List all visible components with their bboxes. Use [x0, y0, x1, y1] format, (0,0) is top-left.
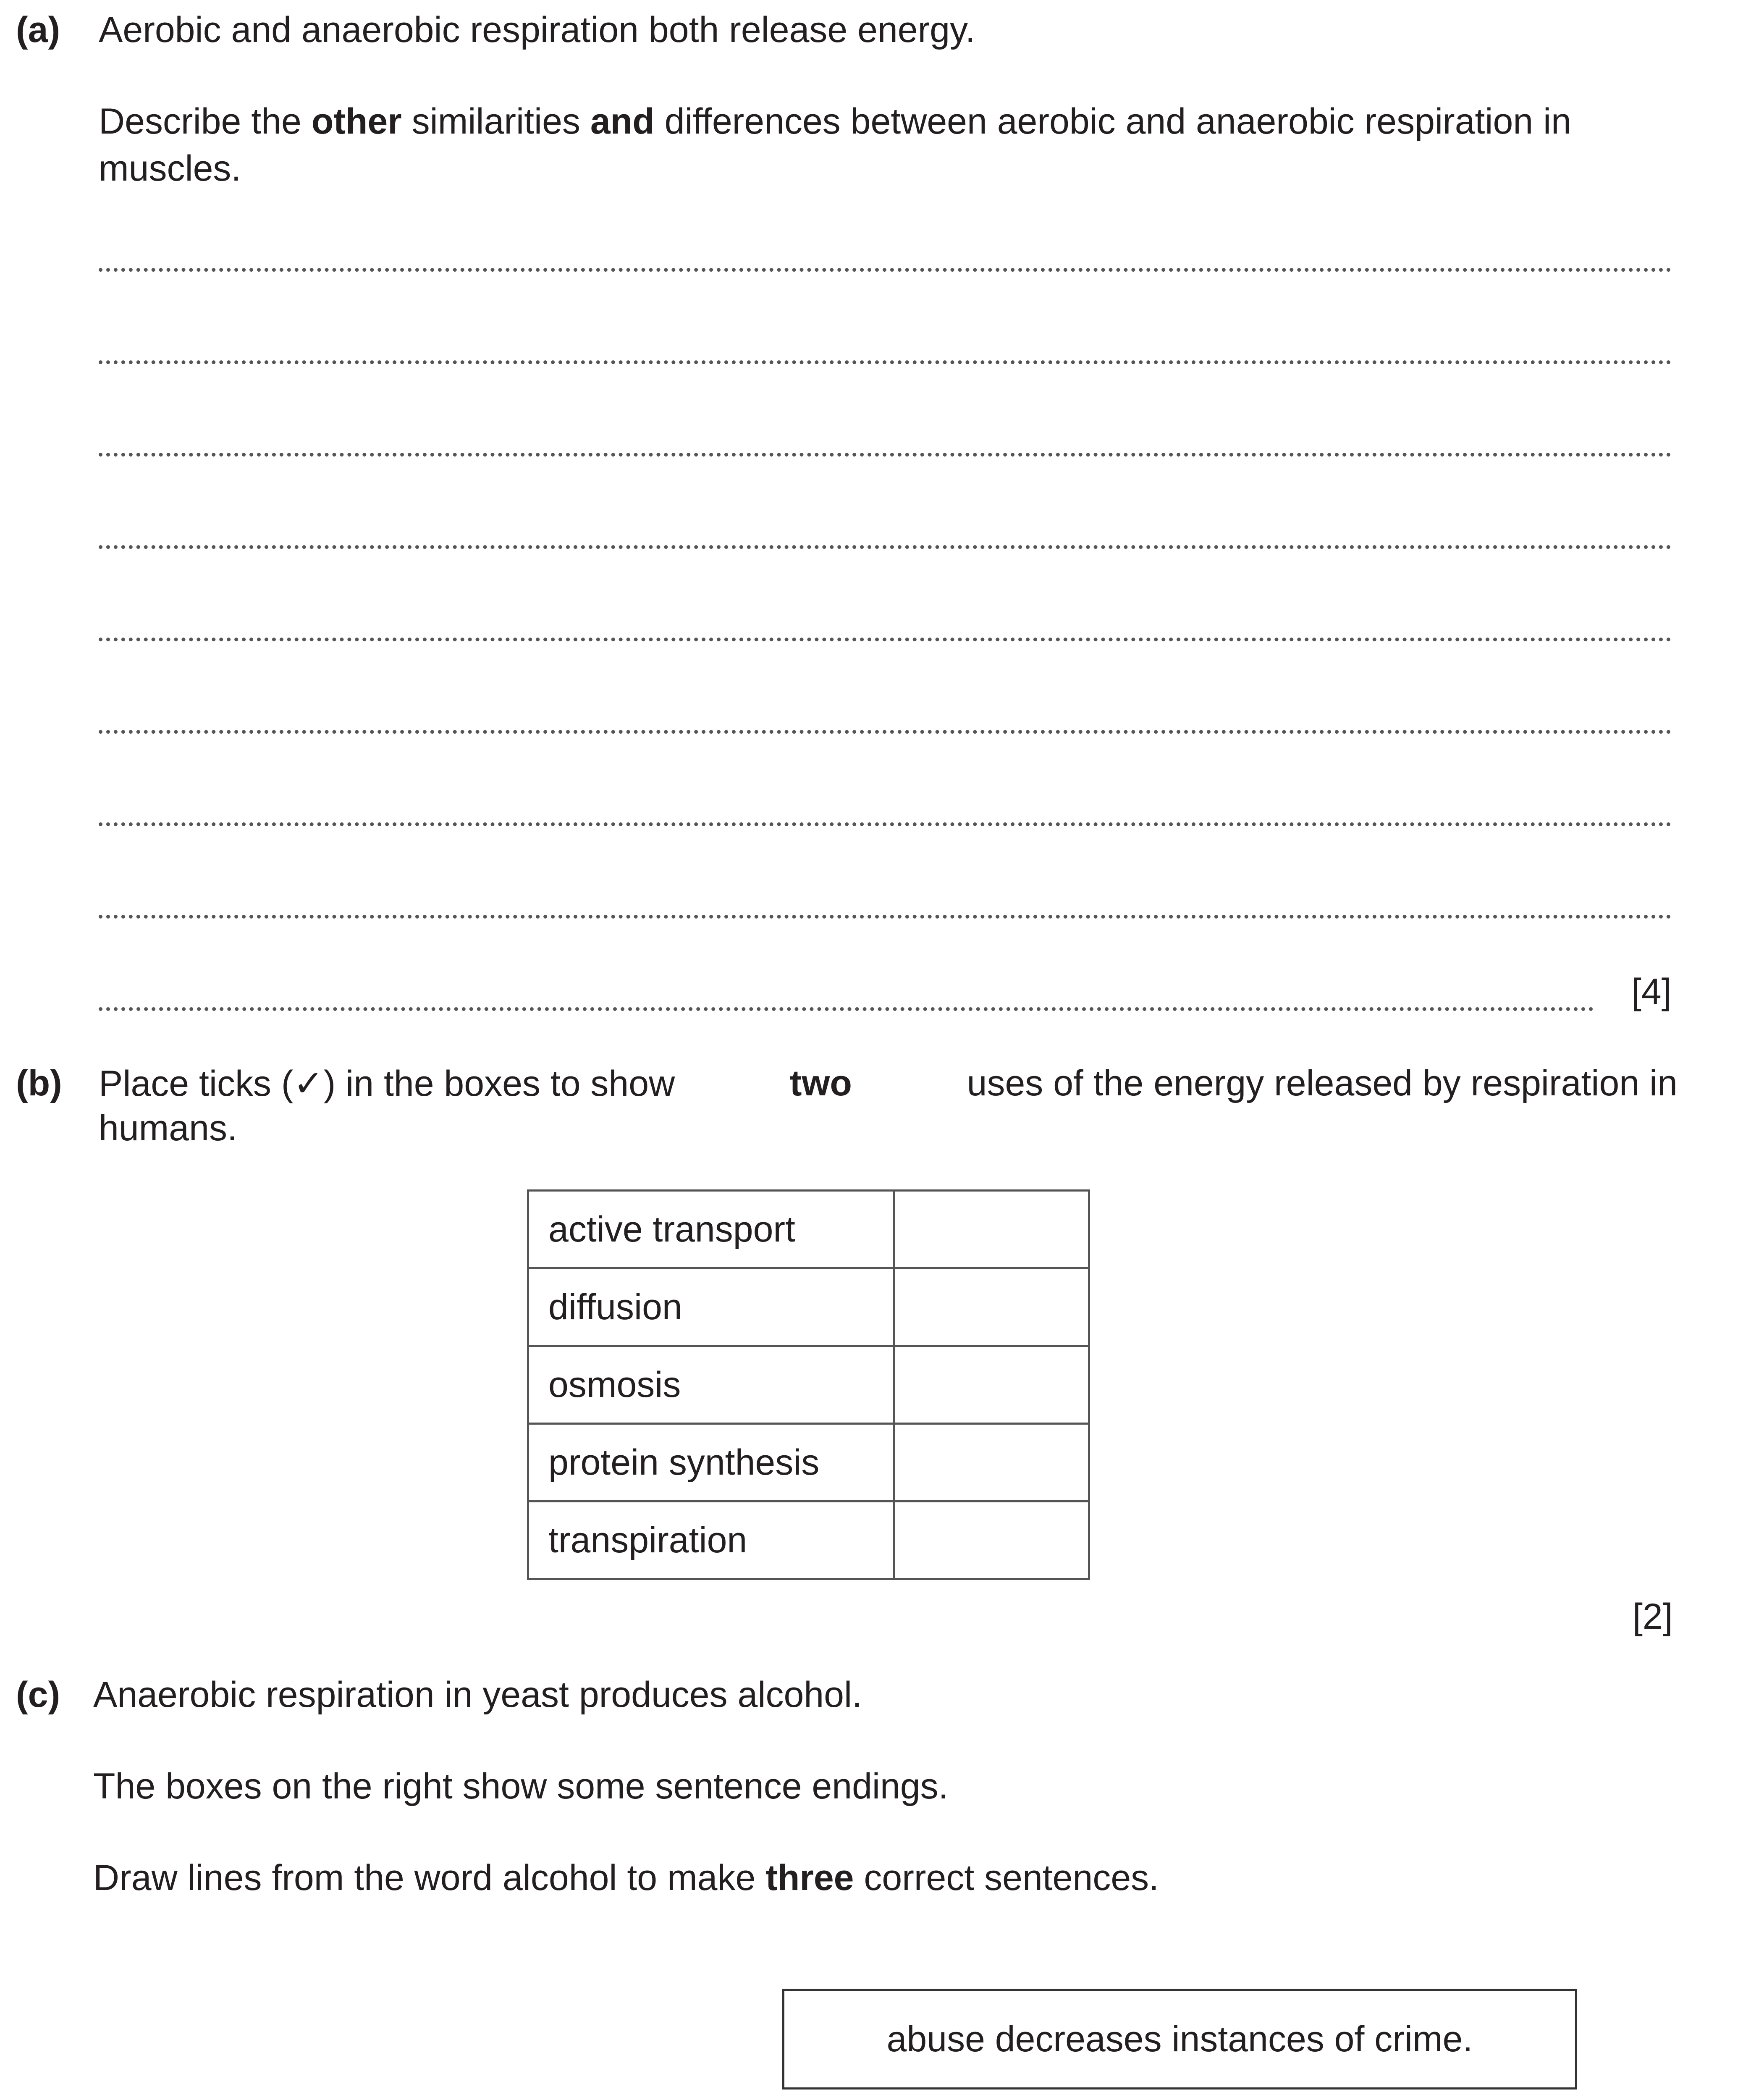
answer-line-a-4[interactable]: [99, 545, 1671, 549]
part-c-instruction-text-2: correct sentences.: [854, 1858, 1159, 1898]
part-b-instruction: [99, 1063, 1678, 1105]
tick-box[interactable]: [894, 1424, 1089, 1502]
part-c-statement: Anaerobic respiration in yeast produces alcohol.: [93, 1675, 862, 1715]
part-a-statement: Aerobic and anaerobic respiration both release energy.: [99, 10, 975, 50]
answer-line-a-5[interactable]: [99, 638, 1671, 641]
part-b-instruction-text-1: Place ticks (✓) in the boxes to show: [99, 1063, 685, 1104]
option-label: diffusion: [528, 1268, 894, 1346]
part-a-instruction-line2: muscles.: [99, 148, 241, 189]
part-a-label: (a): [16, 10, 60, 50]
table-row: [528, 1191, 1089, 1268]
answer-line-a-8[interactable]: [99, 915, 1671, 919]
tick-box[interactable]: [894, 1502, 1089, 1579]
sentence-ending-box[interactable]: abuse decreases instances of crime.: [782, 1989, 1577, 2090]
part-c-label: (c): [16, 1675, 60, 1715]
option-label: protein synthesis: [528, 1424, 894, 1502]
part-c-emphasis-three: three: [765, 1858, 854, 1898]
option-label: transpiration: [528, 1502, 894, 1579]
answer-line-a-6[interactable]: [99, 730, 1671, 734]
part-b-marks: [2]: [1633, 1596, 1673, 1637]
part-a-emphasis-other: other: [311, 101, 402, 142]
part-c-instruction: [93, 1857, 1159, 1899]
table-row: [528, 1346, 1089, 1424]
part-b-emphasis-two: two: [789, 1063, 852, 1103]
part-b-instruction-line2: humans.: [99, 1108, 237, 1148]
answer-line-a-7[interactable]: [99, 822, 1671, 826]
part-a-instruction-text-1: Describe the: [99, 101, 312, 142]
part-a-instruction: [99, 101, 1571, 142]
tick-box[interactable]: [894, 1191, 1089, 1268]
part-a-instruction-text-2: similarities: [401, 101, 590, 142]
option-label: osmosis: [528, 1346, 894, 1424]
part-a-emphasis-and: and: [590, 101, 655, 142]
part-c-info: The boxes on the right show some sentence endings.: [93, 1766, 949, 1806]
part-c-instruction-text-1: Draw lines from the word alcohol to make: [93, 1858, 766, 1898]
part-a-marks: [4]: [1631, 971, 1672, 1012]
part-b-instruction-text-2: uses of the energy released by respiration in: [957, 1063, 1678, 1103]
answer-line-a-9[interactable]: [99, 1007, 1594, 1011]
answer-line-a-2[interactable]: [99, 360, 1671, 364]
part-b-label: (b): [16, 1063, 62, 1103]
tick-box-table: [527, 1189, 1090, 1580]
part-a-instruction-text-3: differences between aerobic and anaerobic respiration in: [654, 101, 1572, 142]
tick-box[interactable]: [894, 1346, 1089, 1424]
answer-line-a-3[interactable]: [99, 453, 1671, 457]
option-label: active transport: [528, 1191, 894, 1268]
table-row: [528, 1268, 1089, 1346]
answer-line-a-1[interactable]: [99, 268, 1671, 272]
table-row: [528, 1502, 1089, 1579]
table-row: [528, 1424, 1089, 1502]
tick-box[interactable]: [894, 1268, 1089, 1346]
